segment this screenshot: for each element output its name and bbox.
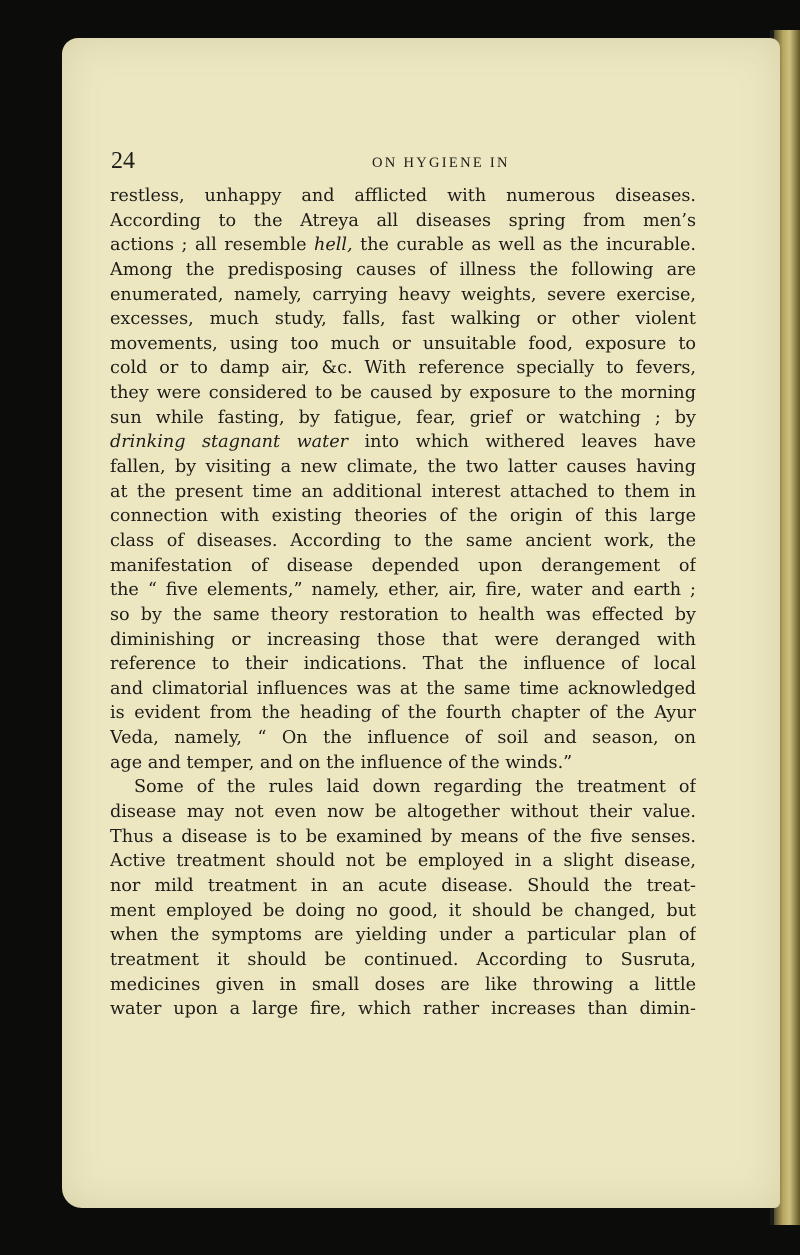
- text-line: [110, 973, 696, 998]
- italic-segment: hell,: [314, 235, 353, 256]
- text-line: [110, 430, 696, 455]
- running-head: ON HYGIENE IN: [372, 155, 510, 171]
- text-line: [110, 751, 696, 776]
- page-header: [0, 148, 800, 178]
- text-segment: class of diseases. According to the same ancient work, the: [110, 530, 696, 551]
- text-line: [110, 356, 696, 381]
- text-line: [110, 529, 696, 554]
- text-line: [110, 726, 696, 751]
- text-segment: the curable as well as the incurable.: [352, 235, 696, 256]
- text-line: [110, 233, 696, 258]
- text-line: [110, 775, 696, 800]
- text-line: [110, 701, 696, 726]
- text-line: [110, 283, 696, 308]
- text-line: [110, 554, 696, 579]
- text-segment: Some of the rules laid down regarding the treatment of: [134, 777, 696, 798]
- text-line: [110, 307, 696, 332]
- text-segment: age and temper, and on the influence of the winds.”: [110, 752, 573, 773]
- text-segment: restless, unhappy and afflicted with numerous diseases.: [110, 186, 696, 206]
- text-line: [110, 997, 696, 1022]
- text-line: [110, 899, 696, 924]
- text-line: [110, 184, 696, 209]
- text-line: [110, 578, 696, 603]
- text-segment: medicines given in small doses are like throwing a little: [110, 974, 696, 995]
- text-segment: According to the Atreya all diseases spring from men’s: [110, 210, 696, 231]
- text-line: [110, 406, 696, 431]
- text-line: [110, 849, 696, 874]
- text-segment: the “ five elements,” namely, ether, air, fire, water and earth ;: [110, 580, 696, 601]
- text-segment: water upon a large fire, which rather increases than dimin-: [110, 999, 696, 1020]
- text-line: [110, 209, 696, 234]
- text-line: [110, 874, 696, 899]
- text-line: [110, 258, 696, 283]
- text-line: [110, 603, 696, 628]
- text-line: [110, 948, 696, 973]
- text-line: [110, 381, 696, 406]
- text-segment: and climatorial influences was at the same time acknowledged: [110, 678, 696, 699]
- text-segment: Among the predisposing causes of illness the following are: [110, 259, 696, 280]
- text-segment: is evident from the heading of the fourth chapter of the Ayur: [110, 703, 696, 724]
- text-segment: fallen, by visiting a new climate, the two latter causes having: [110, 457, 696, 478]
- text-line: [110, 480, 696, 505]
- text-segment: movements, using too much or unsuitable food, exposure to: [110, 333, 696, 354]
- text-segment: cold or to damp air, &c. With reference specially to fevers,: [110, 358, 696, 379]
- text-line: [110, 504, 696, 529]
- text-segment: enumerated, namely, carrying heavy weights, severe exercise,: [110, 284, 696, 305]
- text-segment: ment employed be doing no good, it should be changed, but: [110, 900, 696, 921]
- text-segment: into which withered leaves have: [348, 432, 696, 453]
- text-segment: actions ; all resemble: [110, 235, 315, 256]
- text-segment: nor mild treatment in an acute disease. Should the treat-: [110, 875, 696, 896]
- text-line: [110, 825, 696, 850]
- text-segment: when the symptoms are yielding under a particular plan of: [110, 925, 696, 946]
- body-text: [110, 184, 696, 1022]
- text-segment: so by the same theory restoration to health was effected by: [110, 604, 696, 625]
- text-segment: excesses, much study, falls, fast walking or other violent: [110, 309, 696, 330]
- text-line: [110, 800, 696, 825]
- italic-segment: drinking stagnant water: [110, 432, 349, 453]
- text-segment: connection with existing theories of the origin of this large: [110, 506, 696, 527]
- text-line: [110, 652, 696, 677]
- text-segment: Veda, namely, “ On the influence of soil and season, on: [110, 728, 696, 749]
- text-line: [110, 923, 696, 948]
- text-segment: manifestation of disease depended upon derangement of: [110, 555, 696, 576]
- page-number: 24: [111, 148, 135, 174]
- text-segment: disease may not even now be altogether without their value.: [110, 802, 696, 823]
- text-segment: at the present time an additional interest attached to them in: [110, 481, 696, 502]
- text-line: [110, 677, 696, 702]
- text-segment: Thus a disease is to be examined by means of the five senses.: [110, 826, 696, 847]
- text-segment: treatment it should be continued. According to Susruta,: [110, 949, 696, 970]
- text-segment: Active treatment should not be employed in a slight disease,: [110, 851, 696, 872]
- text-line: [110, 628, 696, 653]
- text-segment: reference to their indications. That the influence of local: [110, 654, 696, 675]
- text-segment: they were considered to be caused by exposure to the morning: [110, 383, 696, 404]
- text-line: [110, 332, 696, 357]
- text-line: [110, 455, 696, 480]
- text-segment: diminishing or increasing those that were deranged with: [110, 629, 696, 650]
- text-segment: sun while fasting, by fatigue, fear, grief or watching ; by: [110, 407, 696, 428]
